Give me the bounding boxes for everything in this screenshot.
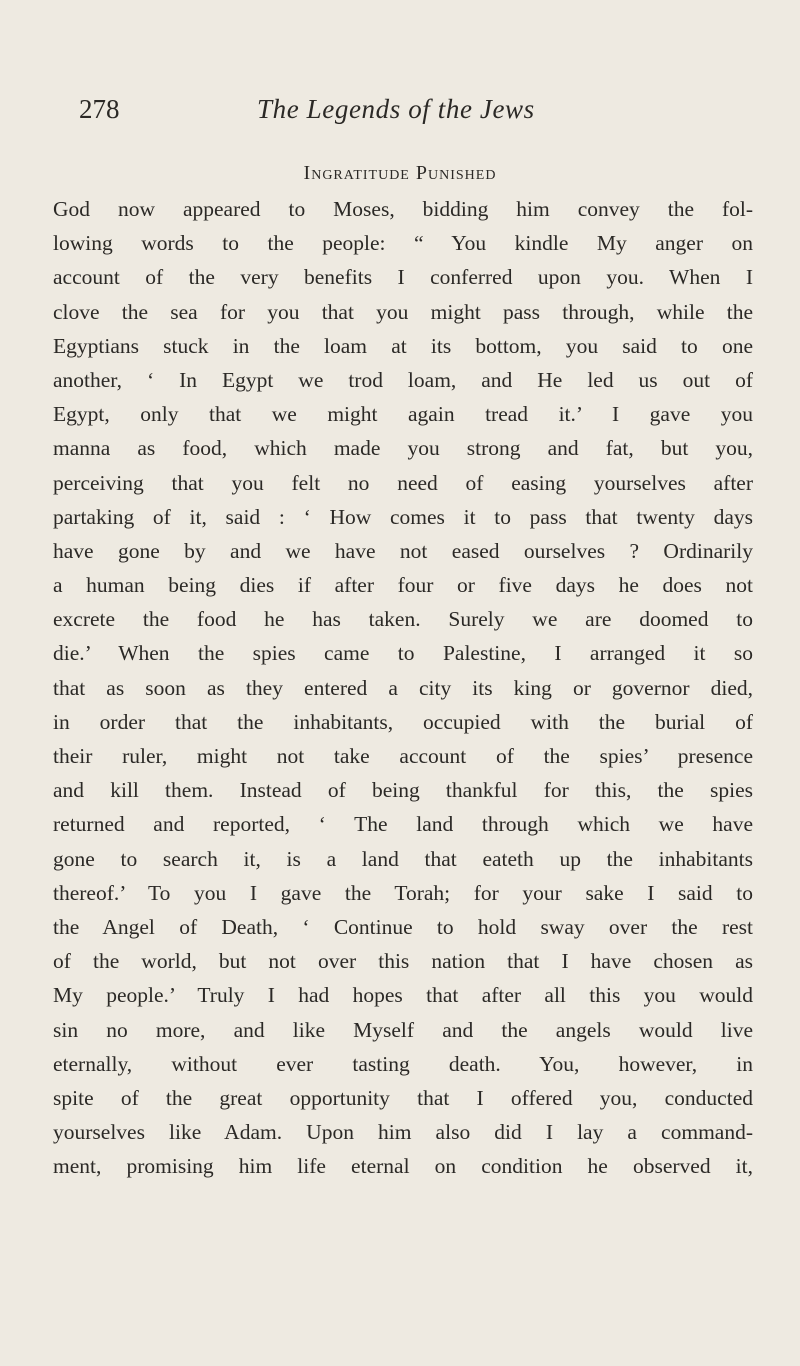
text-line: My people.’ Truly I had hopes that after all this you would — [53, 983, 753, 1008]
text-line: another, ‘ In Egypt we trod loam, and He led us out of — [53, 367, 753, 392]
text-line: Egyptians stuck in the loam at its bottom, you said to one — [53, 333, 753, 358]
text-line: of the world, but not over this nation that I have chosen as — [53, 949, 753, 974]
body-text — [53, 192, 753, 1183]
text-line: their ruler, might not take account of the spies’ presence — [53, 744, 753, 768]
text-line: a human being dies if after four or five days he does not — [53, 573, 753, 598]
text-line: Egypt, only that we might again tread it.’ I gave you — [53, 402, 753, 427]
text-line: that as soon as they entered a city its king or governor died, — [53, 675, 753, 700]
running-head — [0, 96, 800, 136]
running-title: The Legends of the Jews — [257, 94, 535, 124]
page-number: 278 — [79, 94, 120, 124]
text-line: and kill them. Instead of being thankful for this, the spies — [53, 778, 753, 803]
text-line: sin no more, and like Myself and the angels would live — [53, 1017, 753, 1042]
text-line: ment, promising him life eternal on condition he observed it, — [53, 1154, 753, 1179]
text-line: clove the sea for you that you might pass through, while the — [53, 299, 753, 324]
text-line: lowing words to the people: “ You kindle My anger on — [53, 231, 753, 256]
text-line: excrete the food he has taken. Surely we are doomed to — [53, 607, 753, 632]
text-line: spite of the great opportunity that I offered you, conducted — [53, 1085, 753, 1110]
text-line: perceiving that you felt no need of easing yourselves after — [53, 470, 753, 495]
text-line: returned and reported, ‘ The land through which we have — [53, 812, 753, 837]
text-line: eternally, without ever tasting death. You, however, in — [53, 1051, 753, 1076]
text-line: gone to search it, is a land that eateth up the inhabitants — [53, 846, 753, 871]
text-line: God now appeared to Moses, bidding him convey the fol- — [53, 197, 753, 221]
text-line: yourselves like Adam. Upon him also did I lay a command- — [53, 1120, 753, 1145]
text-line: manna as food, which made you strong and fat, but you, — [53, 436, 753, 461]
section-title: Ingratitude Punished — [303, 162, 497, 184]
text-line: the Angel of Death, ‘ Continue to hold sway over the rest — [53, 914, 753, 939]
text-line: die.’ When the spies came to Palestine, I arranged it so — [53, 641, 753, 666]
text-line: partaking of it, said : ‘ How comes it to pass that twenty days — [53, 504, 753, 529]
text-line: thereof.’ To you I gave the Torah; for your sake I said to — [53, 880, 753, 905]
text-line: account of the very benefits I conferred upon you. When I — [53, 265, 753, 290]
text-line: in order that the inhabitants, occupied with the burial of — [53, 709, 753, 734]
text-line: have gone by and we have not eased ourselves ? Ordinarily — [53, 538, 753, 563]
